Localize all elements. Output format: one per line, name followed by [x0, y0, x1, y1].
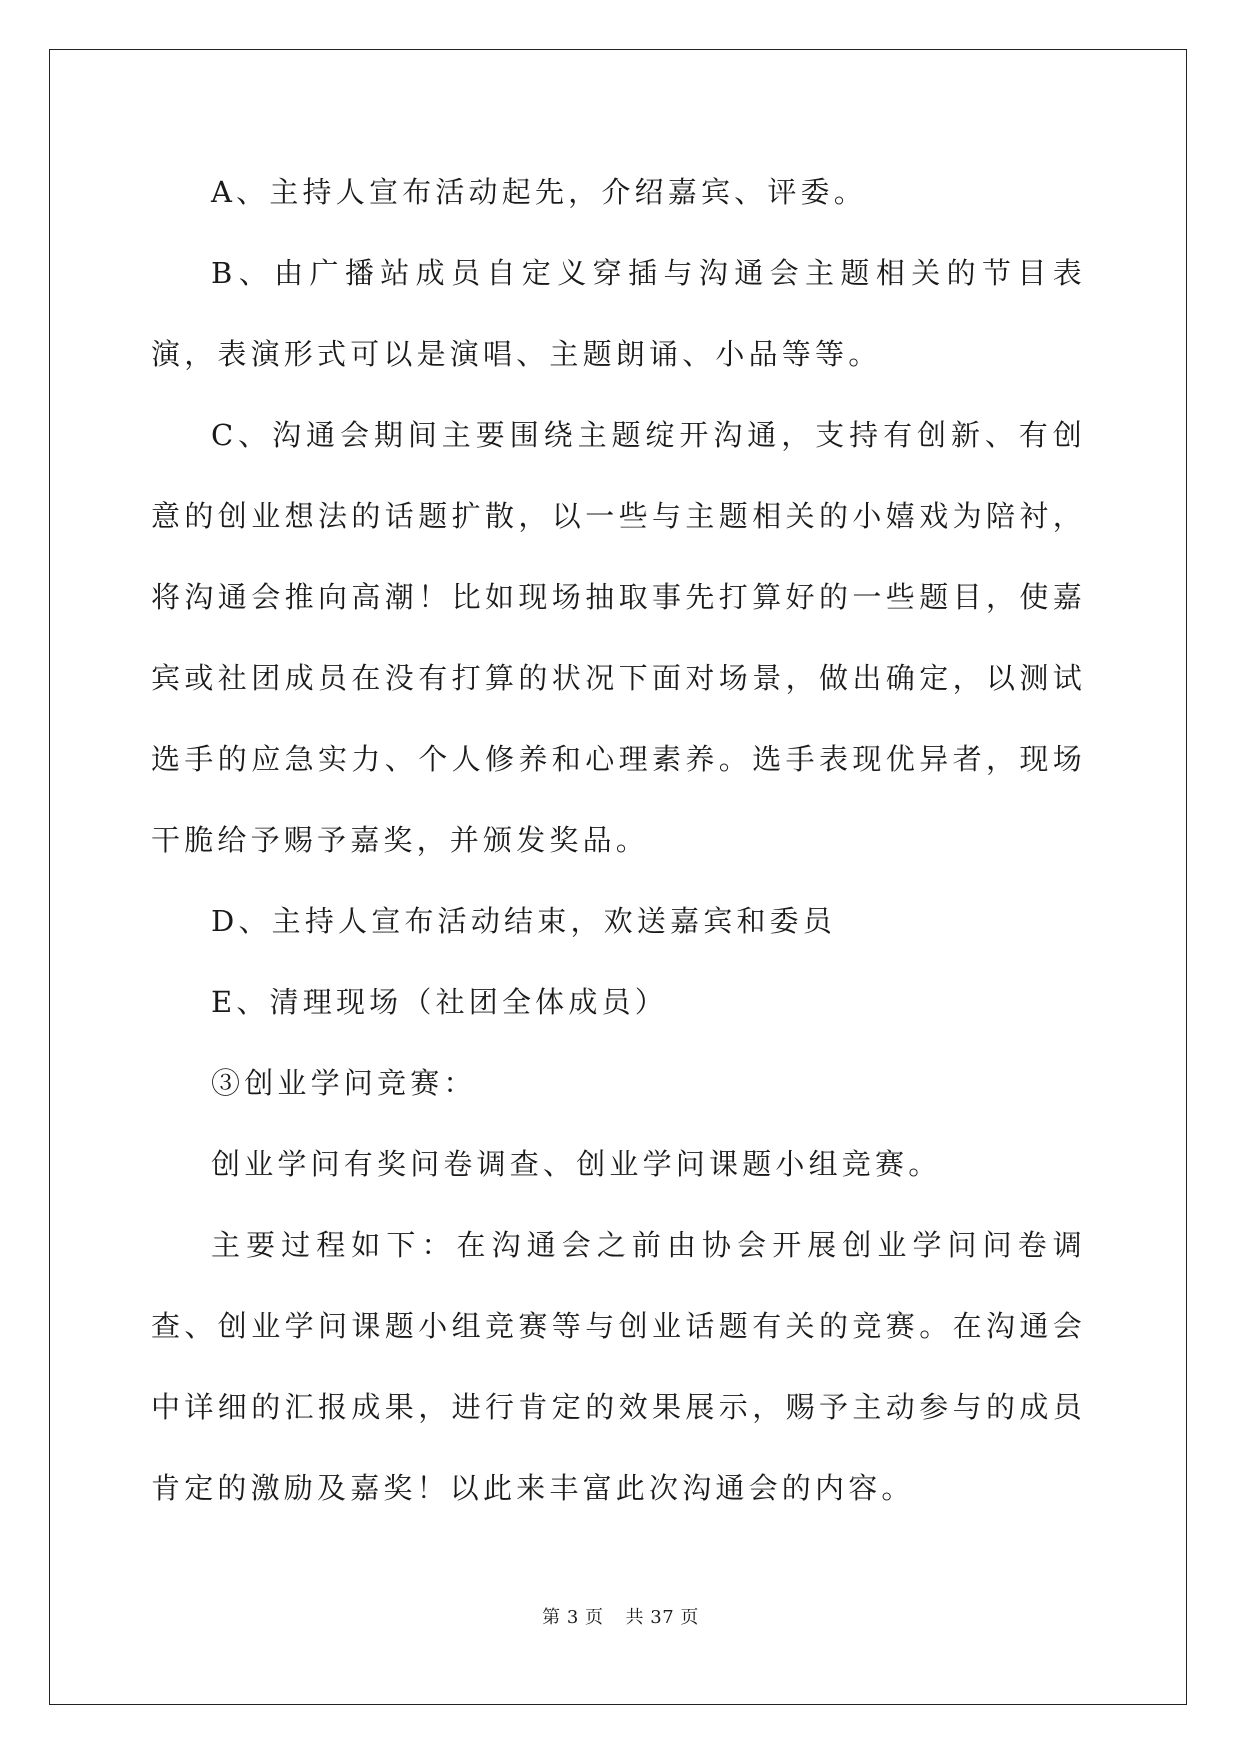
page-number: 第 3 页 [542, 1607, 604, 1628]
document-body [151, 152, 1086, 1529]
paragraph-step-a: A、主持人宣布活动起先，介绍嘉宾、评委。 [211, 175, 867, 209]
total-pages: 共 37 页 [625, 1607, 699, 1628]
paragraph-main-process: 主要过程如下：在沟通会之前由协会开展创业学问问卷调查、创业学问课题小组竞赛等与创业话题有关的竞赛。在沟通会中详细的汇报成果，进行肯定的效果展示，赐予主动参与的成员肯定的激励及嘉奖！以此来丰富此次沟通会的内容。 [151, 1228, 1086, 1505]
paragraph-step-d: D、主持人宣布活动结束，欢送嘉宾和委员 [211, 904, 837, 938]
paragraph-competition-items: 创业学问有奖问卷调查、创业学问课题小组竞赛。 [211, 1147, 942, 1181]
page-footer [0, 1606, 1241, 1630]
paragraph-step-c: C、沟通会期间主要围绕主题绽开沟通，支持有创新、有创意的创业想法的话题扩散，以一些与主题相关的小嬉戏为陪衬，将沟通会推向高潮！比如现场抽取事先打算好的一些题目，使嘉宾或社团成员在没有打算的状况下面对场景，做出确定，以测试选手的应急实力、个人修养和心理素养。选手表现优异者，现场干脆给予赐予嘉奖，并颁发奖品。 [151, 418, 1086, 857]
paragraph-step-b: B、由广播站成员自定义穿插与沟通会主题相关的节目表演，表演形式可以是演唱、主题朗诵、小品等等。 [151, 256, 1086, 371]
paragraph-step-e: E、清理现场（社团全体成员） [211, 985, 668, 1019]
section-heading-competition: ③创业学问竞赛： [211, 1066, 477, 1100]
